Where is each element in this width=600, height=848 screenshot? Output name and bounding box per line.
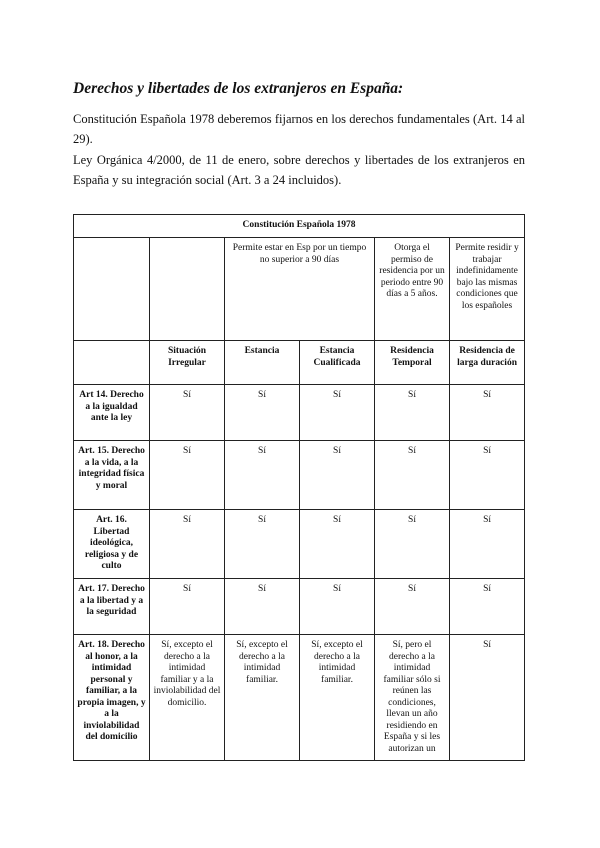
table-row bbox=[74, 635, 525, 761]
permit-estancia: Permite estar en Esp por un tiempo no superior a 90 días bbox=[225, 238, 375, 341]
document-heading: Derechos y libertades de los extranjeros en España: bbox=[73, 80, 404, 97]
column-header: Estancia bbox=[225, 341, 300, 385]
organic-law-paragraph: Ley Orgánica 4/2000, de 11 de enero, sobre derechos y libertades de los extranjeros en España y su integración social (Art. 3 a 24 incluidos). bbox=[73, 153, 525, 187]
table-cell: Sí bbox=[225, 510, 300, 579]
table-cell: Sí bbox=[150, 579, 225, 635]
empty-cell bbox=[150, 238, 225, 341]
column-header: Estancia Cualificada bbox=[300, 341, 375, 385]
rights-table bbox=[73, 214, 525, 761]
column-header: Residencia Temporal bbox=[375, 341, 450, 385]
article-label: Art. 18. Derecho al honor, a la intimidad personal y familiar, a la propia imagen, y a la inviolabilidad del domicilio bbox=[74, 635, 150, 761]
table-cell: Sí bbox=[300, 510, 375, 579]
table-row bbox=[74, 441, 525, 510]
table-cell: Sí bbox=[450, 510, 525, 579]
table-cell: Sí bbox=[150, 385, 225, 441]
table-cell: Sí bbox=[375, 385, 450, 441]
table-cell: Sí bbox=[225, 579, 300, 635]
column-header: Situación Irregular bbox=[150, 341, 225, 385]
permit-temporal: Otorga el permiso de residencia por un periodo entre 90 días a 5 años. bbox=[375, 238, 450, 341]
table-row bbox=[74, 385, 525, 441]
table-cell: Sí bbox=[150, 441, 225, 510]
table-row bbox=[74, 510, 525, 579]
article-label: Art 14. Derecho a la igualdad ante la ley bbox=[74, 385, 150, 441]
table-cell: Sí bbox=[300, 385, 375, 441]
table-cell: Sí bbox=[375, 579, 450, 635]
column-header: Residencia de larga duración bbox=[450, 341, 525, 385]
article-label: Art. 15. Derecho a la vida, a la integridad física y moral bbox=[74, 441, 150, 510]
table-cell: Sí bbox=[375, 510, 450, 579]
table-cell: Sí bbox=[450, 579, 525, 635]
table-cell: Sí, excepto el derecho a la intimidad familiar. bbox=[300, 635, 375, 761]
empty-cell bbox=[74, 341, 150, 385]
table-row bbox=[74, 579, 525, 635]
article-label: Art. 16. Libertad ideológica, religiosa y de culto bbox=[74, 510, 150, 579]
constitution-paragraph: Constitución Española 1978 deberemos fijarnos en los derechos fundamentales (Art. 14 al 29). bbox=[73, 112, 525, 146]
table-cell: Sí, excepto el derecho a la intimidad familiar y a la inviolabilidad del domicilio. bbox=[150, 635, 225, 761]
table-cell: Sí bbox=[300, 441, 375, 510]
table-cell: Sí bbox=[450, 385, 525, 441]
table-cell: Sí, excepto el derecho a la intimidad familiar. bbox=[225, 635, 300, 761]
article-label: Art. 17. Derecho a la libertad y a la seguridad bbox=[74, 579, 150, 635]
empty-cell bbox=[74, 238, 150, 341]
table-cell: Sí bbox=[225, 385, 300, 441]
permit-larga: Permite residir y trabajar indefinidamente bajo las mismas condiciones que los españoles bbox=[450, 238, 525, 341]
table-cell: Sí bbox=[375, 441, 450, 510]
table-cell: Sí bbox=[450, 635, 525, 761]
table-cell: Sí, pero el derecho a la intimidad familiar sólo si reúnen las condiciones, llevan un año residiendo en España y si les autorizan un bbox=[375, 635, 450, 761]
table-cell: Sí bbox=[150, 510, 225, 579]
table-caption: Constitución Española 1978 bbox=[74, 215, 525, 238]
table-cell: Sí bbox=[450, 441, 525, 510]
table-cell: Sí bbox=[300, 579, 375, 635]
table-cell: Sí bbox=[225, 441, 300, 510]
